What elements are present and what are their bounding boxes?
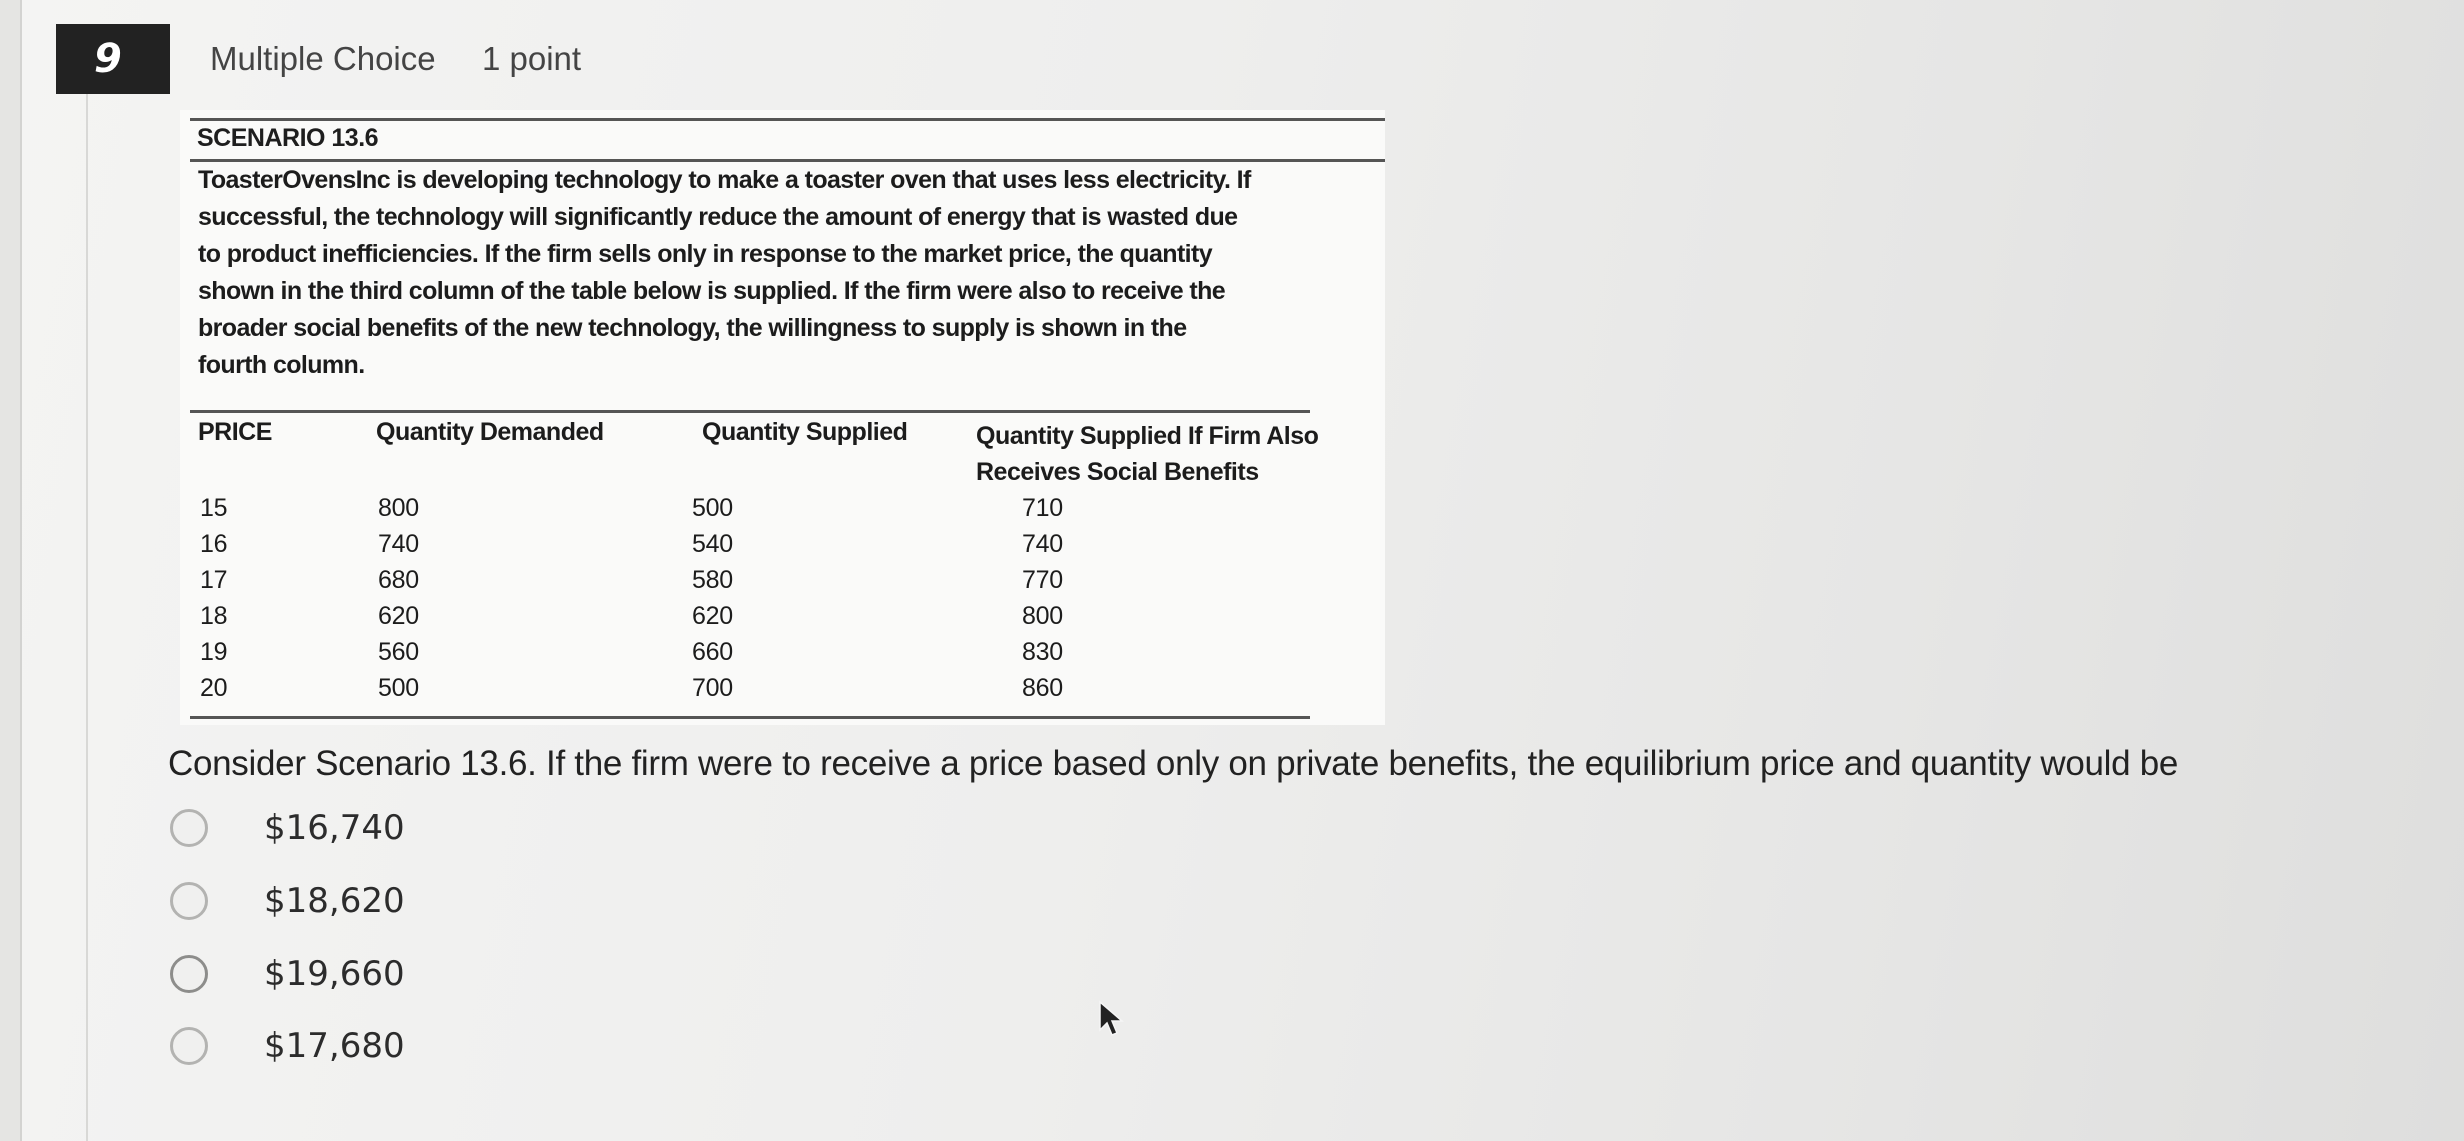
radio-button[interactable]	[170, 882, 208, 920]
table-cell: 660	[692, 638, 733, 666]
question-number: 9	[94, 36, 122, 82]
table-cell: 20	[200, 674, 228, 702]
answer-option-1[interactable]	[170, 808, 405, 848]
option-label[interactable]: $16,740	[264, 808, 405, 848]
scenario-text	[198, 162, 1378, 384]
table-cell: 680	[378, 566, 419, 594]
table-cell: 710	[1022, 494, 1063, 522]
question-points: 1 point	[482, 40, 582, 77]
scenario-line: fourth column.	[198, 351, 365, 379]
scenario-line: broader social benefits of the new technology, the willingness to supply is shown in the	[198, 314, 1187, 342]
scenario-line: ToasterOvensInc is developing technology to make a toaster oven that uses less electricity. If	[198, 166, 1251, 194]
table-cell: 740	[378, 530, 419, 558]
mouse-cursor-icon	[1098, 1000, 1128, 1040]
col-header-demanded: Quantity Demanded	[376, 418, 604, 446]
table-cell: 15	[200, 494, 228, 522]
radio-button[interactable]	[170, 955, 208, 993]
table-cell: 740	[1022, 530, 1063, 558]
table-cell: 500	[378, 674, 419, 702]
demanded-column	[378, 490, 419, 706]
scenario-line: successful, the technology will significantly reduce the amount of energy that is wasted due	[198, 203, 1238, 231]
radio-button[interactable]	[170, 1027, 208, 1065]
answer-option-4[interactable]	[170, 1026, 405, 1066]
table-cell: 620	[692, 602, 733, 630]
content-divider	[86, 90, 88, 1141]
col-header-price: PRICE	[198, 418, 272, 446]
table-cell: 800	[378, 494, 419, 522]
question-type: Multiple Choice	[210, 40, 436, 77]
top-rule	[190, 118, 1385, 121]
option-label[interactable]: $18,620	[264, 881, 405, 921]
col-header-social-1: Quantity Supplied If Firm Also	[976, 422, 1319, 450]
table-cell: 700	[692, 674, 733, 702]
question-prompt: Consider Scenario 13.6. If the firm were to receive a price based only on private benefits, the equilibrium price and quantity would be	[168, 744, 2179, 783]
table-cell: 830	[1022, 638, 1063, 666]
question-number-badge	[56, 24, 170, 94]
table-cell: 16	[200, 530, 228, 558]
table-bottom-rule	[190, 716, 1310, 719]
table-cell: 560	[378, 638, 419, 666]
table-cell: 18	[200, 602, 228, 630]
col-header-social-2: Receives Social Benefits	[976, 458, 1259, 486]
answer-option-3[interactable]	[170, 954, 405, 994]
left-panel-edge	[0, 0, 22, 1141]
answer-option-2[interactable]	[170, 881, 405, 921]
table-cell: 500	[692, 494, 733, 522]
option-label[interactable]: $17,680	[264, 1026, 405, 1066]
option-label[interactable]: $19,660	[264, 954, 405, 994]
scenario-title: SCENARIO 13.6	[197, 124, 379, 152]
social-supplied-column	[1022, 490, 1063, 706]
price-column	[200, 490, 227, 706]
table-top-rule	[190, 410, 1310, 413]
table-cell: 580	[692, 566, 733, 594]
table-cell: 770	[1022, 566, 1063, 594]
table-cell: 540	[692, 530, 733, 558]
radio-button[interactable]	[170, 809, 208, 847]
table-cell: 620	[378, 602, 419, 630]
col-header-supplied: Quantity Supplied	[702, 418, 908, 446]
scenario-line: to product inefficiencies. If the firm sells only in response to the market price, the quantity	[198, 240, 1213, 268]
table-cell: 17	[200, 566, 228, 594]
table-cell: 860	[1022, 674, 1063, 702]
table-cell: 19	[200, 638, 228, 666]
table-cell: 800	[1022, 602, 1063, 630]
scenario-line: shown in the third column of the table below is supplied. If the firm were also to receive the	[198, 277, 1226, 305]
scenario-image	[180, 110, 1385, 725]
supplied-column	[692, 490, 733, 706]
